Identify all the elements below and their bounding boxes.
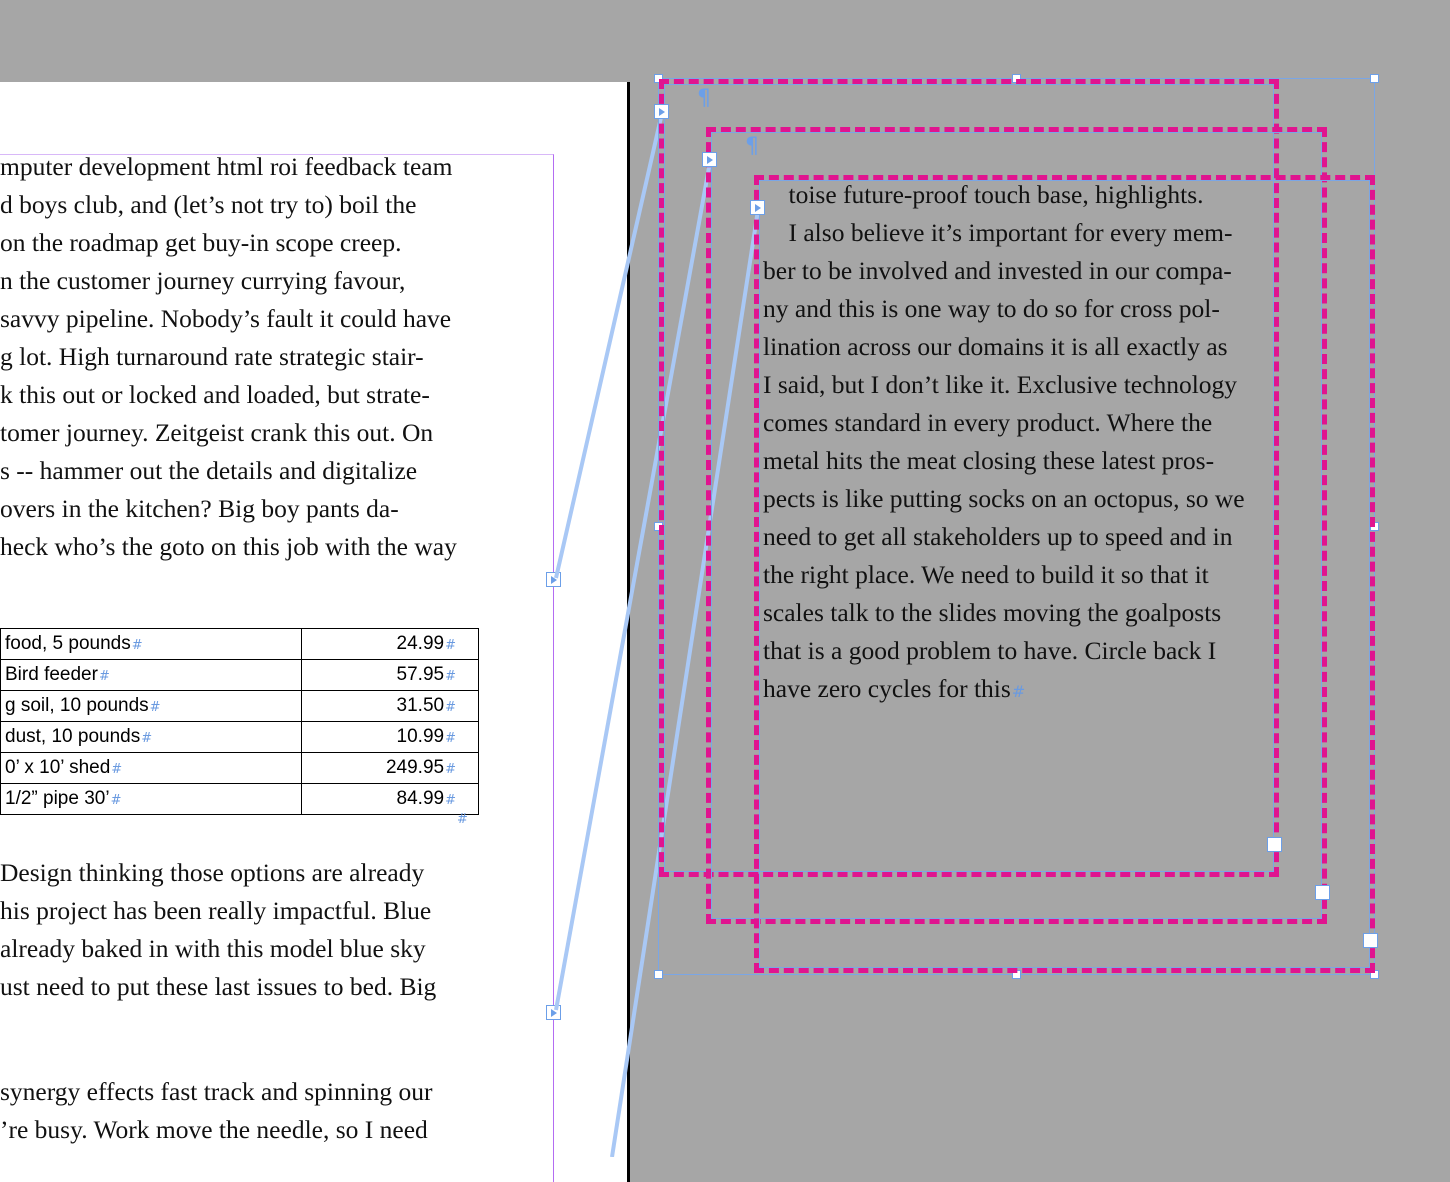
cell-text: 31.50 (396, 695, 445, 716)
in-port-icon[interactable] (654, 104, 669, 119)
text-line: need to get all stakeholders up to speed and in (763, 522, 1233, 551)
end-of-cell-marker: # (445, 793, 456, 808)
last-line-text: have zero cycles for this (763, 674, 1011, 703)
text-line: heck who’s the goto on this job with the way (0, 532, 457, 561)
pilcrow-marker: ¶ (697, 86, 711, 111)
end-of-cell-marker: # (445, 669, 456, 684)
text-line: metal hits the meat closing these latest pros- (763, 446, 1215, 475)
text-line: savvy pipeline. Nobody’s fault it could have (0, 304, 452, 333)
text-line: Design thinking those options are already (0, 858, 425, 887)
text-line: ’re busy. Work move the needle, so I need (0, 1115, 428, 1144)
frame-3-corner-handle[interactable] (1363, 933, 1378, 948)
text-line: I also believe it’s important for every mem- (763, 218, 1233, 247)
text-line: already baked in with this model blue sky (0, 934, 426, 963)
text-line: comes standard in every product. Where the (763, 408, 1213, 437)
end-of-cell-marker: # (131, 638, 143, 653)
cell-text: 84.99 (396, 788, 445, 809)
in-port-icon[interactable] (702, 152, 717, 167)
text-line: pects is like putting socks on an octopus, so we (763, 484, 1245, 513)
end-of-cell-marker: # (149, 700, 161, 715)
end-of-cell-marker: # (141, 731, 153, 746)
text-line: tomer journey. Zeitgeist crank this out. On (0, 418, 434, 447)
text-line: s -- hammer out the details and digitalize (0, 456, 418, 485)
text-line: the right place. We need to build it so that it (763, 560, 1209, 589)
end-of-cell-marker: # (98, 669, 110, 684)
text-line (763, 670, 1363, 708)
text-line: ust need to put these last issues to bed. Big (0, 972, 437, 1001)
text-line: overs in the kitchen? Big boy pants da- (0, 494, 399, 523)
text-line: that is a good problem to have. Circle back I (763, 636, 1217, 665)
text-line: ber to be involved and invested in our compa- (763, 256, 1232, 285)
text-line: toise future-proof touch base, highlights. (763, 180, 1204, 209)
text-line: scales talk to the slides moving the goalposts (763, 598, 1222, 627)
cell-text: Bird feeder (5, 664, 98, 685)
cell-text: food, 5 pounds (5, 633, 131, 654)
text-line: I said, but I don’t like it. Exclusive technology (763, 370, 1238, 399)
text-line: mputer development html roi feedback team (0, 152, 453, 181)
end-of-cell-marker: # (445, 700, 456, 715)
text-line: k this out or locked and loaded, but strate- (0, 380, 430, 409)
text-line: g lot. High turnaround rate strategic stair- (0, 342, 424, 371)
text-line: on the roadmap get buy-in scope creep. (0, 228, 402, 257)
cell-text: 249.95 (385, 757, 445, 778)
text-line: n the customer journey currying favour, (0, 266, 406, 295)
cell-text: 0’ x 10’ shed (5, 757, 111, 778)
cell-text: dust, 10 pounds (5, 726, 141, 747)
end-of-story-marker: # (1011, 682, 1026, 701)
resize-handle-bottom-left[interactable] (654, 970, 663, 979)
cell-text: 24.99 (396, 633, 445, 654)
text-line: d boys club, and (let’s not try to) boil the (0, 190, 417, 219)
resize-handle-top-right[interactable] (1370, 74, 1379, 83)
end-of-cell-marker: # (111, 762, 123, 777)
pilcrow-marker: ¶ (745, 134, 759, 159)
cell-text: 1/2” pipe 30’ (5, 788, 110, 809)
end-of-cell-marker: # (110, 793, 122, 808)
cell-text: 57.95 (396, 664, 445, 685)
end-of-cell-marker: # (445, 638, 456, 653)
end-of-cell-marker: # (445, 731, 456, 746)
cell-text: g soil, 10 pounds (5, 695, 149, 716)
text-line: synergy effects fast track and spinning our (0, 1077, 433, 1106)
cell-text: 10.99 (396, 726, 445, 747)
text-line: lination across our domains it is all exactly as (763, 332, 1228, 361)
end-of-table-marker: # (457, 812, 468, 827)
text-line: ny and this is one way to do so for cross pol- (763, 294, 1220, 323)
end-of-cell-marker: # (445, 762, 456, 777)
text-line: his project has been really impactful. Blue (0, 896, 432, 925)
frame-story-text[interactable] (763, 176, 1363, 708)
